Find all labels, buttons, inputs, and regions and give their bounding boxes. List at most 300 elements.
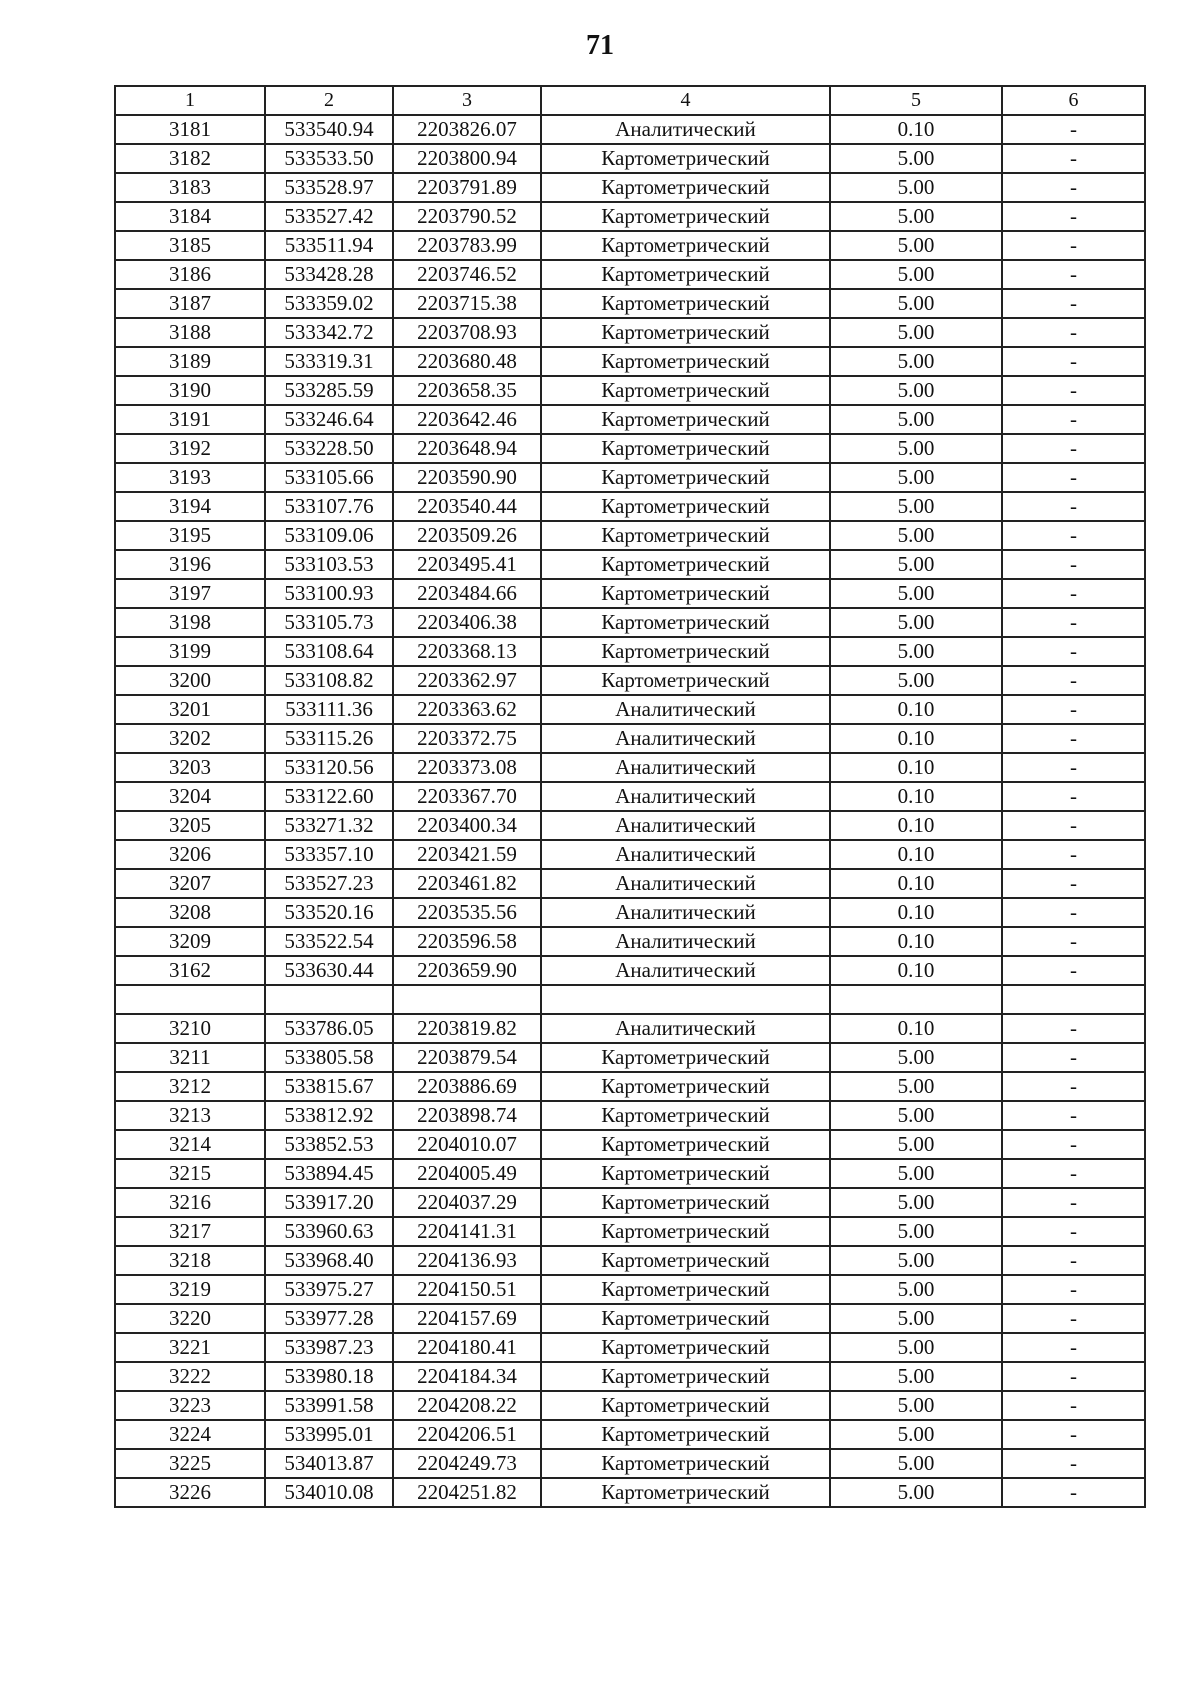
point-number-cell: 3215 xyxy=(115,1159,265,1188)
x-coordinate-cell: 533987.23 xyxy=(265,1333,393,1362)
accuracy-cell: 5.00 xyxy=(830,202,1002,231)
y-coordinate-cell: 2204010.07 xyxy=(393,1130,541,1159)
note-cell: - xyxy=(1002,550,1145,579)
method-cell: Картометрический xyxy=(541,1449,830,1478)
accuracy-cell: 0.10 xyxy=(830,1014,1002,1043)
x-coordinate-cell: 533107.76 xyxy=(265,492,393,521)
x-coordinate-cell: 533528.97 xyxy=(265,173,393,202)
table-row xyxy=(115,840,1145,869)
point-number-cell: 3195 xyxy=(115,521,265,550)
x-coordinate-cell: 533977.28 xyxy=(265,1304,393,1333)
method-cell: Аналитический xyxy=(541,869,830,898)
point-number-cell: 3204 xyxy=(115,782,265,811)
note-cell: - xyxy=(1002,289,1145,318)
point-number-cell: 3190 xyxy=(115,376,265,405)
method-cell: Аналитический xyxy=(541,840,830,869)
note-cell: - xyxy=(1002,231,1145,260)
method-cell: Картометрический xyxy=(541,1391,830,1420)
y-coordinate-cell: 2203421.59 xyxy=(393,840,541,869)
table-row xyxy=(115,463,1145,492)
x-coordinate-cell: 533805.58 xyxy=(265,1043,393,1072)
x-coordinate-cell: 533511.94 xyxy=(265,231,393,260)
x-coordinate-cell: 533109.06 xyxy=(265,521,393,550)
y-coordinate-cell: 2203715.38 xyxy=(393,289,541,318)
x-coordinate-cell: 533540.94 xyxy=(265,115,393,144)
method-cell: Аналитический xyxy=(541,753,830,782)
accuracy-cell: 5.00 xyxy=(830,666,1002,695)
column-header: 5 xyxy=(830,86,1002,115)
method-cell: Картометрический xyxy=(541,492,830,521)
x-coordinate-cell: 533991.58 xyxy=(265,1391,393,1420)
y-coordinate-cell: 2204206.51 xyxy=(393,1420,541,1449)
point-number-cell: 3200 xyxy=(115,666,265,695)
y-coordinate-cell: 2203400.34 xyxy=(393,811,541,840)
note-cell: - xyxy=(1002,927,1145,956)
point-number-cell: 3197 xyxy=(115,579,265,608)
method-cell: Аналитический xyxy=(541,724,830,753)
point-number-cell: 3205 xyxy=(115,811,265,840)
y-coordinate-cell xyxy=(393,985,541,1014)
table-body xyxy=(115,115,1145,1507)
y-coordinate-cell: 2203367.70 xyxy=(393,782,541,811)
accuracy-cell: 5.00 xyxy=(830,289,1002,318)
note-cell: - xyxy=(1002,608,1145,637)
accuracy-cell: 5.00 xyxy=(830,1478,1002,1507)
y-coordinate-cell: 2203658.35 xyxy=(393,376,541,405)
x-coordinate-cell: 533960.63 xyxy=(265,1217,393,1246)
x-coordinate-cell: 533527.42 xyxy=(265,202,393,231)
x-coordinate-cell: 533100.93 xyxy=(265,579,393,608)
point-number-cell: 3218 xyxy=(115,1246,265,1275)
note-cell: - xyxy=(1002,637,1145,666)
point-number-cell: 3184 xyxy=(115,202,265,231)
point-number-cell: 3207 xyxy=(115,869,265,898)
y-coordinate-cell: 2203509.26 xyxy=(393,521,541,550)
method-cell: Картометрический xyxy=(541,405,830,434)
note-cell: - xyxy=(1002,173,1145,202)
point-number-cell: 3209 xyxy=(115,927,265,956)
point-number-cell: 3203 xyxy=(115,753,265,782)
note-cell: - xyxy=(1002,376,1145,405)
table-row xyxy=(115,637,1145,666)
method-cell: Картометрический xyxy=(541,1188,830,1217)
table-row xyxy=(115,1101,1145,1130)
point-number-cell: 3201 xyxy=(115,695,265,724)
accuracy-cell: 5.00 xyxy=(830,173,1002,202)
table-row xyxy=(115,1362,1145,1391)
accuracy-cell: 5.00 xyxy=(830,1043,1002,1072)
y-coordinate-cell: 2203898.74 xyxy=(393,1101,541,1130)
table-row xyxy=(115,898,1145,927)
point-number-cell: 3224 xyxy=(115,1420,265,1449)
method-cell xyxy=(541,985,830,1014)
table-row xyxy=(115,956,1145,985)
accuracy-cell: 5.00 xyxy=(830,1159,1002,1188)
table-row xyxy=(115,1043,1145,1072)
x-coordinate-cell: 533246.64 xyxy=(265,405,393,434)
table-row xyxy=(115,202,1145,231)
table-row xyxy=(115,1217,1145,1246)
method-cell: Картометрический xyxy=(541,1159,830,1188)
point-number-cell: 3189 xyxy=(115,347,265,376)
x-coordinate-cell: 533359.02 xyxy=(265,289,393,318)
table-row xyxy=(115,1072,1145,1101)
accuracy-cell: 5.00 xyxy=(830,637,1002,666)
table-row xyxy=(115,1449,1145,1478)
accuracy-cell: 5.00 xyxy=(830,1101,1002,1130)
point-number-cell: 3210 xyxy=(115,1014,265,1043)
table-row xyxy=(115,1246,1145,1275)
x-coordinate-cell: 533115.26 xyxy=(265,724,393,753)
accuracy-cell: 5.00 xyxy=(830,434,1002,463)
point-number-cell: 3193 xyxy=(115,463,265,492)
point-number-cell: 3213 xyxy=(115,1101,265,1130)
x-coordinate-cell: 534010.08 xyxy=(265,1478,393,1507)
column-header: 1 xyxy=(115,86,265,115)
method-cell: Картометрический xyxy=(541,1478,830,1507)
y-coordinate-cell: 2204005.49 xyxy=(393,1159,541,1188)
y-coordinate-cell: 2204150.51 xyxy=(393,1275,541,1304)
method-cell: Картометрический xyxy=(541,1246,830,1275)
accuracy-cell: 0.10 xyxy=(830,724,1002,753)
y-coordinate-cell: 2203373.08 xyxy=(393,753,541,782)
x-coordinate-cell: 533995.01 xyxy=(265,1420,393,1449)
table-row xyxy=(115,1275,1145,1304)
x-coordinate-cell: 533522.54 xyxy=(265,927,393,956)
y-coordinate-cell: 2203746.52 xyxy=(393,260,541,289)
point-number-cell: 3211 xyxy=(115,1043,265,1072)
method-cell: Аналитический xyxy=(541,1014,830,1043)
note-cell: - xyxy=(1002,463,1145,492)
table-row xyxy=(115,869,1145,898)
note-cell: - xyxy=(1002,115,1145,144)
x-coordinate-cell: 533968.40 xyxy=(265,1246,393,1275)
note-cell: - xyxy=(1002,753,1145,782)
accuracy-cell: 0.10 xyxy=(830,840,1002,869)
accuracy-cell: 5.00 xyxy=(830,579,1002,608)
method-cell: Аналитический xyxy=(541,695,830,724)
point-number-cell: 3225 xyxy=(115,1449,265,1478)
table-row xyxy=(115,289,1145,318)
point-number-cell: 3192 xyxy=(115,434,265,463)
accuracy-cell: 0.10 xyxy=(830,695,1002,724)
method-cell: Картометрический xyxy=(541,144,830,173)
note-cell: - xyxy=(1002,1449,1145,1478)
accuracy-cell: 5.00 xyxy=(830,492,1002,521)
table-row xyxy=(115,753,1145,782)
method-cell: Картометрический xyxy=(541,579,830,608)
accuracy-cell: 5.00 xyxy=(830,1246,1002,1275)
column-header: 4 xyxy=(541,86,830,115)
table-row xyxy=(115,985,1145,1014)
method-cell: Аналитический xyxy=(541,115,830,144)
method-cell: Картометрический xyxy=(541,1101,830,1130)
x-coordinate-cell: 533271.32 xyxy=(265,811,393,840)
column-header: 2 xyxy=(265,86,393,115)
note-cell: - xyxy=(1002,1362,1145,1391)
y-coordinate-cell: 2203680.48 xyxy=(393,347,541,376)
x-coordinate-cell: 533122.60 xyxy=(265,782,393,811)
accuracy-cell: 5.00 xyxy=(830,376,1002,405)
table-row xyxy=(115,1159,1145,1188)
y-coordinate-cell: 2204136.93 xyxy=(393,1246,541,1275)
note-cell: - xyxy=(1002,1333,1145,1362)
y-coordinate-cell: 2203642.46 xyxy=(393,405,541,434)
accuracy-cell: 5.00 xyxy=(830,1072,1002,1101)
note-cell: - xyxy=(1002,1072,1145,1101)
point-number-cell: 3186 xyxy=(115,260,265,289)
x-coordinate-cell: 533228.50 xyxy=(265,434,393,463)
x-coordinate-cell: 533786.05 xyxy=(265,1014,393,1043)
point-number-cell: 3223 xyxy=(115,1391,265,1420)
x-coordinate-cell: 533975.27 xyxy=(265,1275,393,1304)
note-cell: - xyxy=(1002,347,1145,376)
table-row xyxy=(115,724,1145,753)
accuracy-cell: 0.10 xyxy=(830,811,1002,840)
accuracy-cell: 5.00 xyxy=(830,608,1002,637)
note-cell: - xyxy=(1002,318,1145,347)
y-coordinate-cell: 2204180.41 xyxy=(393,1333,541,1362)
y-coordinate-cell: 2203648.94 xyxy=(393,434,541,463)
y-coordinate-cell: 2203372.75 xyxy=(393,724,541,753)
note-cell: - xyxy=(1002,869,1145,898)
note-cell: - xyxy=(1002,1304,1145,1333)
y-coordinate-cell: 2204037.29 xyxy=(393,1188,541,1217)
note-cell: - xyxy=(1002,782,1145,811)
point-number-cell: 3219 xyxy=(115,1275,265,1304)
x-coordinate-cell: 533980.18 xyxy=(265,1362,393,1391)
point-number-cell: 3208 xyxy=(115,898,265,927)
note-cell: - xyxy=(1002,521,1145,550)
note-cell: - xyxy=(1002,1043,1145,1072)
table-row xyxy=(115,115,1145,144)
y-coordinate-cell: 2203879.54 xyxy=(393,1043,541,1072)
note-cell: - xyxy=(1002,1391,1145,1420)
table-row xyxy=(115,144,1145,173)
y-coordinate-cell: 2204251.82 xyxy=(393,1478,541,1507)
method-cell: Картометрический xyxy=(541,434,830,463)
method-cell: Аналитический xyxy=(541,898,830,927)
y-coordinate-cell: 2203596.58 xyxy=(393,927,541,956)
table-row xyxy=(115,666,1145,695)
point-number-cell: 3198 xyxy=(115,608,265,637)
x-coordinate-cell: 533520.16 xyxy=(265,898,393,927)
point-number-cell: 3185 xyxy=(115,231,265,260)
column-header: 3 xyxy=(393,86,541,115)
accuracy-cell: 5.00 xyxy=(830,318,1002,347)
note-cell: - xyxy=(1002,434,1145,463)
method-cell: Картометрический xyxy=(541,1072,830,1101)
accuracy-cell: 0.10 xyxy=(830,898,1002,927)
x-coordinate-cell: 533812.92 xyxy=(265,1101,393,1130)
point-number-cell: 3226 xyxy=(115,1478,265,1507)
method-cell: Картометрический xyxy=(541,666,830,695)
accuracy-cell: 0.10 xyxy=(830,115,1002,144)
accuracy-cell: 5.00 xyxy=(830,144,1002,173)
accuracy-cell: 5.00 xyxy=(830,1188,1002,1217)
note-cell: - xyxy=(1002,1420,1145,1449)
y-coordinate-cell: 2204208.22 xyxy=(393,1391,541,1420)
accuracy-cell: 0.10 xyxy=(830,869,1002,898)
note-cell: - xyxy=(1002,811,1145,840)
point-number-cell: 3162 xyxy=(115,956,265,985)
accuracy-cell: 5.00 xyxy=(830,405,1002,434)
table-row xyxy=(115,1188,1145,1217)
point-number-cell: 3202 xyxy=(115,724,265,753)
point-number-cell: 3220 xyxy=(115,1304,265,1333)
note-cell: - xyxy=(1002,1188,1145,1217)
y-coordinate-cell: 2203826.07 xyxy=(393,115,541,144)
point-number-cell: 3188 xyxy=(115,318,265,347)
accuracy-cell: 5.00 xyxy=(830,1217,1002,1246)
table-row xyxy=(115,695,1145,724)
method-cell: Картометрический xyxy=(541,521,830,550)
y-coordinate-cell: 2203800.94 xyxy=(393,144,541,173)
method-cell: Картометрический xyxy=(541,1275,830,1304)
table-row xyxy=(115,1420,1145,1449)
table-row xyxy=(115,521,1145,550)
method-cell: Картометрический xyxy=(541,376,830,405)
note-cell: - xyxy=(1002,492,1145,521)
note-cell: - xyxy=(1002,724,1145,753)
x-coordinate-cell: 533630.44 xyxy=(265,956,393,985)
x-coordinate-cell: 533105.66 xyxy=(265,463,393,492)
note-cell: - xyxy=(1002,1478,1145,1507)
y-coordinate-cell: 2203484.66 xyxy=(393,579,541,608)
accuracy-cell: 0.10 xyxy=(830,927,1002,956)
accuracy-cell: 0.10 xyxy=(830,782,1002,811)
note-cell: - xyxy=(1002,1159,1145,1188)
method-cell: Картометрический xyxy=(541,202,830,231)
x-coordinate-cell: 533342.72 xyxy=(265,318,393,347)
note-cell: - xyxy=(1002,405,1145,434)
method-cell: Картометрический xyxy=(541,347,830,376)
note-cell: - xyxy=(1002,1246,1145,1275)
y-coordinate-cell: 2204184.34 xyxy=(393,1362,541,1391)
method-cell: Аналитический xyxy=(541,956,830,985)
y-coordinate-cell: 2203791.89 xyxy=(393,173,541,202)
x-coordinate-cell: 533527.23 xyxy=(265,869,393,898)
point-number-cell: 3187 xyxy=(115,289,265,318)
note-cell: - xyxy=(1002,666,1145,695)
method-cell: Аналитический xyxy=(541,811,830,840)
point-number-cell xyxy=(115,985,265,1014)
y-coordinate-cell: 2203461.82 xyxy=(393,869,541,898)
x-coordinate-cell: 533120.56 xyxy=(265,753,393,782)
note-cell: - xyxy=(1002,144,1145,173)
column-header: 6 xyxy=(1002,86,1145,115)
y-coordinate-cell: 2203783.99 xyxy=(393,231,541,260)
x-coordinate-cell: 533357.10 xyxy=(265,840,393,869)
table-row xyxy=(115,579,1145,608)
table-row xyxy=(115,550,1145,579)
table-row xyxy=(115,1304,1145,1333)
y-coordinate-cell: 2203819.82 xyxy=(393,1014,541,1043)
page-number: 71 xyxy=(586,30,614,61)
accuracy-cell: 5.00 xyxy=(830,1275,1002,1304)
point-number-cell: 3217 xyxy=(115,1217,265,1246)
x-coordinate-cell xyxy=(265,985,393,1014)
method-cell: Картометрический xyxy=(541,1333,830,1362)
method-cell: Картометрический xyxy=(541,608,830,637)
method-cell: Картометрический xyxy=(541,637,830,666)
x-coordinate-cell: 533533.50 xyxy=(265,144,393,173)
table-row xyxy=(115,782,1145,811)
accuracy-cell: 5.00 xyxy=(830,521,1002,550)
y-coordinate-cell: 2203659.90 xyxy=(393,956,541,985)
point-number-cell: 3196 xyxy=(115,550,265,579)
table-row xyxy=(115,434,1145,463)
method-cell: Картометрический xyxy=(541,260,830,289)
table-row xyxy=(115,811,1145,840)
table-row xyxy=(115,376,1145,405)
note-cell xyxy=(1002,985,1145,1014)
point-number-cell: 3183 xyxy=(115,173,265,202)
note-cell: - xyxy=(1002,1101,1145,1130)
y-coordinate-cell: 2203363.62 xyxy=(393,695,541,724)
note-cell: - xyxy=(1002,260,1145,289)
accuracy-cell: 5.00 xyxy=(830,463,1002,492)
y-coordinate-cell: 2203590.90 xyxy=(393,463,541,492)
accuracy-cell: 5.00 xyxy=(830,1333,1002,1362)
point-number-cell: 3199 xyxy=(115,637,265,666)
note-cell: - xyxy=(1002,898,1145,927)
table-row xyxy=(115,1014,1145,1043)
note-cell: - xyxy=(1002,579,1145,608)
accuracy-cell: 5.00 xyxy=(830,1391,1002,1420)
point-number-cell: 3222 xyxy=(115,1362,265,1391)
point-number-cell: 3182 xyxy=(115,144,265,173)
y-coordinate-cell: 2204249.73 xyxy=(393,1449,541,1478)
method-cell: Картометрический xyxy=(541,1043,830,1072)
accuracy-cell: 0.10 xyxy=(830,956,1002,985)
note-cell: - xyxy=(1002,840,1145,869)
accuracy-cell: 5.00 xyxy=(830,260,1002,289)
x-coordinate-cell: 533108.64 xyxy=(265,637,393,666)
y-coordinate-cell: 2203886.69 xyxy=(393,1072,541,1101)
accuracy-cell: 5.00 xyxy=(830,550,1002,579)
method-cell: Картометрический xyxy=(541,1130,830,1159)
x-coordinate-cell: 533815.67 xyxy=(265,1072,393,1101)
method-cell: Картометрический xyxy=(541,289,830,318)
coordinates-table xyxy=(114,85,1146,1508)
x-coordinate-cell: 533285.59 xyxy=(265,376,393,405)
accuracy-cell: 0.10 xyxy=(830,753,1002,782)
note-cell: - xyxy=(1002,695,1145,724)
accuracy-cell: 5.00 xyxy=(830,1362,1002,1391)
method-cell: Аналитический xyxy=(541,927,830,956)
x-coordinate-cell: 533917.20 xyxy=(265,1188,393,1217)
table-header xyxy=(115,86,1145,115)
y-coordinate-cell: 2203535.56 xyxy=(393,898,541,927)
accuracy-cell: 5.00 xyxy=(830,1449,1002,1478)
table-row xyxy=(115,405,1145,434)
x-coordinate-cell: 533319.31 xyxy=(265,347,393,376)
y-coordinate-cell: 2203540.44 xyxy=(393,492,541,521)
table-row xyxy=(115,347,1145,376)
method-cell: Картометрический xyxy=(541,1362,830,1391)
table-row xyxy=(115,492,1145,521)
note-cell: - xyxy=(1002,956,1145,985)
accuracy-cell: 5.00 xyxy=(830,231,1002,260)
table-row xyxy=(115,231,1145,260)
x-coordinate-cell: 533108.82 xyxy=(265,666,393,695)
table-row xyxy=(115,260,1145,289)
method-cell: Картометрический xyxy=(541,173,830,202)
method-cell: Картометрический xyxy=(541,1420,830,1449)
note-cell: - xyxy=(1002,1275,1145,1304)
y-coordinate-cell: 2203368.13 xyxy=(393,637,541,666)
